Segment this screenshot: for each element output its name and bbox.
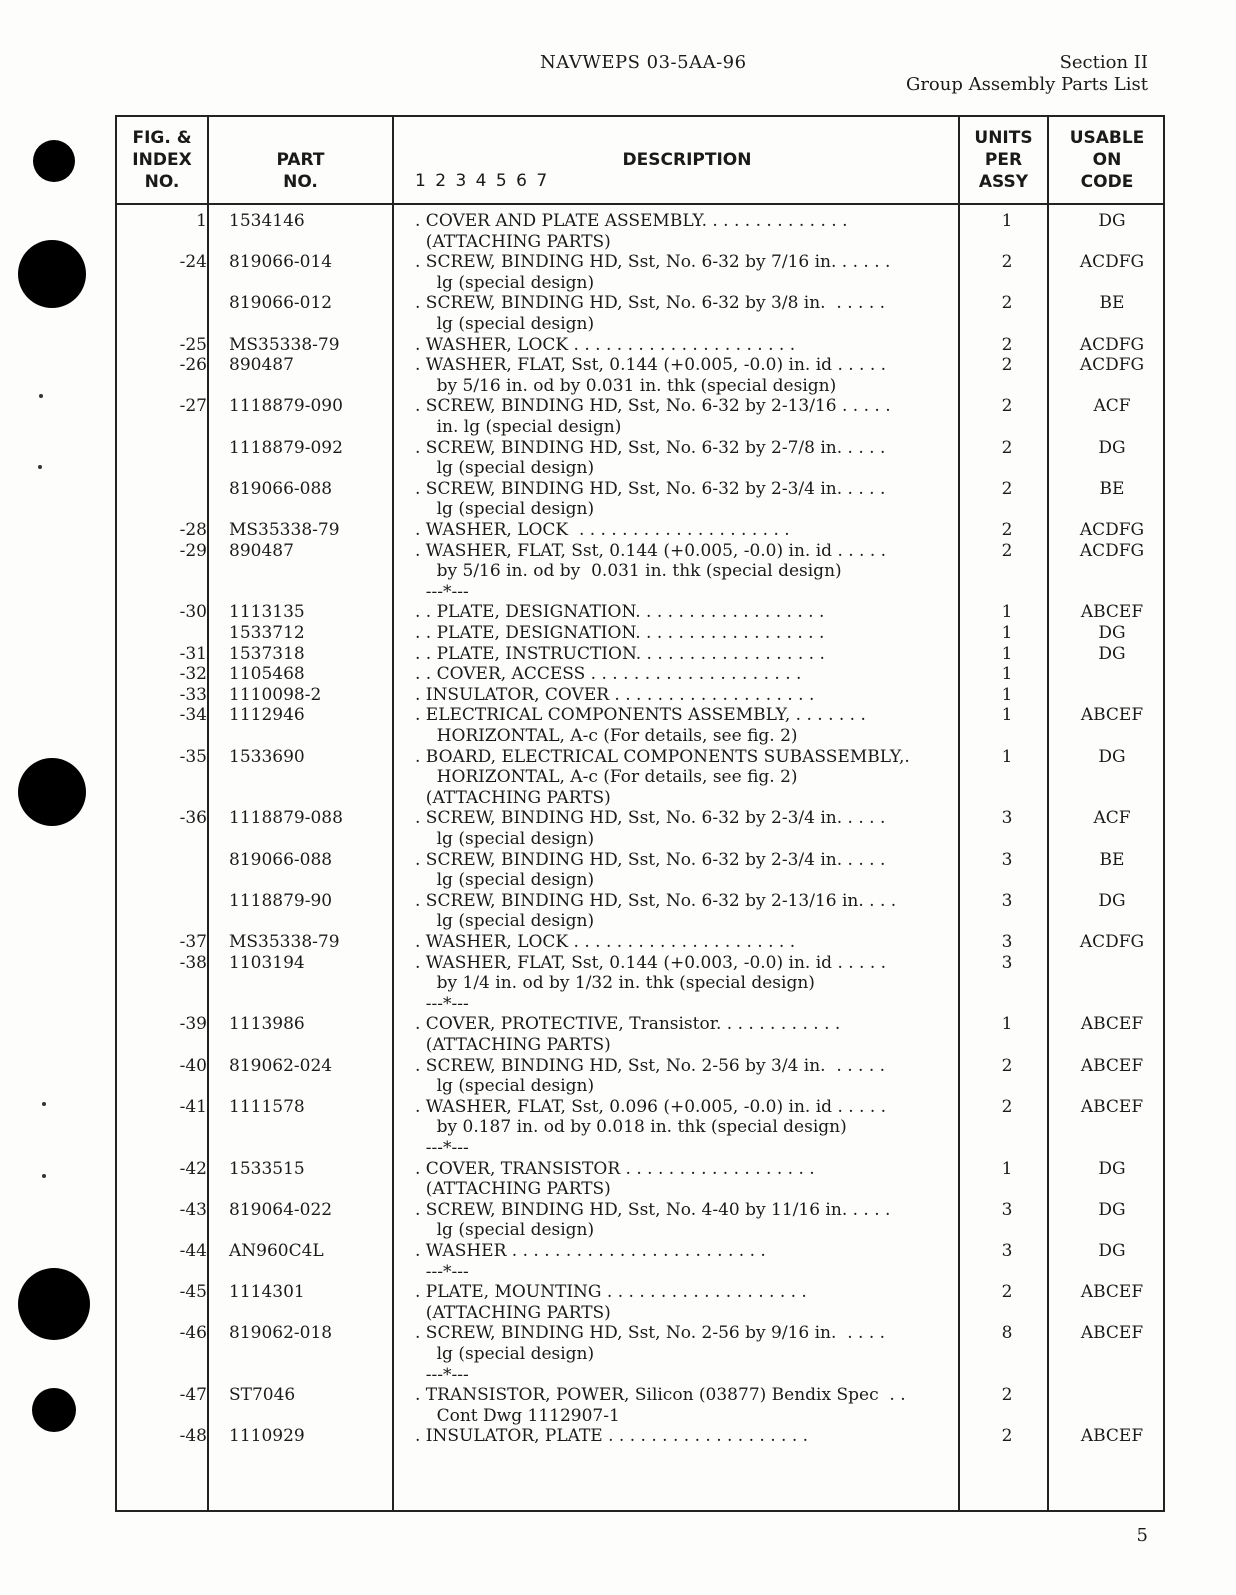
- usable-code-cell: BE: [1099, 478, 1125, 499]
- table-row: [117, 911, 1163, 932]
- part-number-cell: 819066-014: [229, 252, 333, 273]
- table-row: [117, 1323, 1163, 1344]
- units-cell: 2: [1001, 334, 1013, 355]
- part-number-cell: 1113986: [229, 1014, 305, 1035]
- part-number-cell: 890487: [229, 355, 294, 376]
- table-row: [117, 870, 1163, 891]
- table-row: [117, 1303, 1163, 1324]
- table-row: [117, 767, 1163, 788]
- header-line: PART: [276, 150, 325, 170]
- table-row: [117, 623, 1163, 644]
- description-cell: . SCREW, BINDING HD, Sst, No. 6-32 by 2-7/8 in. . . . .: [415, 437, 886, 458]
- units-cell: 8: [1001, 1323, 1013, 1344]
- description-cell: . SCREW, BINDING HD, Sst, No. 6-32 by 3/8 in. . . . . .: [415, 293, 886, 314]
- description-cell: . ELECTRICAL COMPONENTS ASSEMBLY, . . . . . . .: [415, 705, 866, 726]
- units-cell: 1: [1001, 684, 1013, 705]
- part-no-header: [209, 149, 392, 193]
- part-number-cell: 819062-018: [229, 1323, 333, 1344]
- part-number-cell: 1533515: [229, 1158, 305, 1179]
- table-row: [117, 1097, 1163, 1118]
- description-cell: HORIZONTAL, A-c (For details, see fig. 2): [415, 726, 798, 746]
- table-row: [117, 726, 1163, 747]
- index-cell: -32: [179, 664, 207, 685]
- units-cell: 2: [1001, 1385, 1013, 1406]
- description-cell: . WASHER, LOCK . . . . . . . . . . . . . . . . . . . . .: [415, 932, 796, 952]
- table-row: [117, 479, 1163, 500]
- description-cell: (ATTACHING PARTS): [415, 787, 611, 808]
- binder-hole: [33, 140, 75, 182]
- description-cell: (ATTACHING PARTS): [415, 231, 611, 252]
- table-row: [117, 685, 1163, 706]
- part-number-cell: 1103194: [229, 952, 305, 973]
- description-cell: lg (special design): [415, 272, 595, 293]
- part-number-cell: 819062-024: [229, 1055, 333, 1076]
- part-number-cell: MS35338-79: [229, 520, 340, 540]
- units-cell: 3: [1001, 849, 1013, 870]
- part-number-cell: 1113135: [229, 602, 305, 623]
- index-cell: -35: [179, 746, 207, 767]
- part-number-cell: 1118879-90: [229, 890, 333, 911]
- description-cell: ---*---: [415, 1364, 469, 1385]
- part-number-cell: 890487: [229, 540, 294, 561]
- description-cell: . WASHER, FLAT, Sst, 0.144 (+0.005, -0.0) in. id . . . . .: [415, 540, 887, 561]
- description-cell: . WASHER, FLAT, Sst, 0.144 (+0.003, -0.0) in. id . . . . .: [415, 952, 887, 973]
- usable-on-code-header: [1049, 127, 1165, 193]
- units-cell: 1: [1001, 705, 1013, 726]
- index-cell: -34: [179, 705, 207, 726]
- description-cell: lg (special design): [415, 870, 595, 891]
- index-cell: -48: [179, 1426, 207, 1447]
- usable-code-cell: ABCEF: [1080, 705, 1144, 726]
- header-line: NO.: [283, 172, 318, 192]
- table-row: [117, 1344, 1163, 1365]
- description-cell: . WASHER, FLAT, Sst, 0.096 (+0.005, -0.0) in. id . . . . .: [415, 1096, 887, 1117]
- table-row: [117, 994, 1163, 1015]
- description-cell: . SCREW, BINDING HD, Sst, No. 4-40 by 11/16 in. . . . .: [415, 1199, 891, 1220]
- header-line: INDEX: [132, 150, 192, 170]
- header-divider: [117, 203, 1163, 205]
- description-cell: . . PLATE, DESIGNATION. . . . . . . . . . . . . . . . . .: [415, 623, 825, 643]
- table-row: [117, 1220, 1163, 1241]
- description-cell: ---*---: [415, 993, 469, 1014]
- description-cell: by 5/16 in. od by 0.031 in. thk (special design): [415, 375, 837, 396]
- part-number-cell: 1537318: [229, 643, 305, 664]
- units-cell: 3: [1001, 808, 1013, 829]
- units-cell: 1: [1001, 664, 1013, 685]
- index-cell: -30: [179, 602, 207, 623]
- description-cell: . WASHER, LOCK . . . . . . . . . . . . . . . . . . . .: [415, 520, 790, 540]
- table-row: [117, 1262, 1163, 1283]
- table-row: [117, 1076, 1163, 1097]
- table-row: [117, 1035, 1163, 1056]
- table-row: [117, 953, 1163, 974]
- index-cell: -38: [179, 952, 207, 973]
- units-cell: 3: [1001, 932, 1013, 952]
- units-cell: 2: [1001, 1096, 1013, 1117]
- index-cell: -40: [179, 1055, 207, 1076]
- description-cell: HORIZONTAL, A-c (For details, see fig. 2): [415, 767, 798, 788]
- description-cell: . . PLATE, INSTRUCTION. . . . . . . . . . . . . . . . . .: [415, 643, 825, 664]
- description-cell: . WASHER . . . . . . . . . . . . . . . . . . . . . . . .: [415, 1241, 766, 1261]
- units-cell: 1: [1001, 746, 1013, 767]
- section-title: Group Assembly Parts List: [905, 74, 1148, 95]
- table-row: [117, 1159, 1163, 1180]
- index-cell: -47: [179, 1385, 207, 1406]
- table-row: [117, 747, 1163, 768]
- table-row: [117, 211, 1163, 232]
- description-cell: . SCREW, BINDING HD, Sst, No. 2-56 by 9/16 in. . . . .: [415, 1323, 886, 1344]
- units-cell: 2: [1001, 252, 1013, 273]
- units-cell: 2: [1001, 437, 1013, 458]
- part-number-cell: 819066-088: [229, 849, 333, 870]
- usable-code-cell: DG: [1098, 746, 1126, 767]
- usable-code-cell: ACDFG: [1079, 355, 1145, 376]
- table-row: [117, 582, 1163, 603]
- description-cell: . INSULATOR, PLATE . . . . . . . . . . . . . . . . . . .: [415, 1426, 809, 1447]
- table-row: [117, 355, 1163, 376]
- usable-code-cell: BE: [1099, 293, 1125, 314]
- speck: [38, 465, 42, 469]
- index-cell: -31: [179, 643, 207, 664]
- table-row: [117, 705, 1163, 726]
- description-cell: by 5/16 in. od by 0.031 in. thk (special design): [415, 561, 842, 582]
- table-row: [117, 1365, 1163, 1386]
- speck: [42, 1102, 46, 1106]
- usable-code-cell: ABCEF: [1080, 602, 1144, 623]
- header-line: CODE: [1080, 172, 1134, 192]
- part-number-cell: 1105468: [229, 664, 305, 685]
- index-cell: -36: [179, 808, 207, 829]
- fig-index-header: [117, 127, 207, 193]
- usable-code-cell: ACDFG: [1079, 520, 1145, 540]
- table-row: [117, 561, 1163, 582]
- usable-code-cell: ACDFG: [1079, 932, 1145, 952]
- usable-code-cell: ABCEF: [1080, 1426, 1144, 1447]
- index-cell: -26: [179, 355, 207, 376]
- usable-code-cell: ACDFG: [1079, 334, 1145, 355]
- table-row: [117, 829, 1163, 850]
- usable-code-cell: ABCEF: [1080, 1096, 1144, 1117]
- usable-code-cell: DG: [1098, 211, 1126, 231]
- description-cell: . BOARD, ELECTRICAL COMPONENTS SUBASSEMBLY,.: [415, 746, 910, 767]
- units-cell: 1: [1001, 623, 1013, 643]
- description-header: DESCRIPTION: [622, 150, 752, 170]
- table-row: [117, 438, 1163, 459]
- header-line: ON: [1092, 150, 1122, 170]
- table-row: [117, 335, 1163, 356]
- header-line: USABLE: [1069, 128, 1145, 148]
- table-row: [117, 891, 1163, 912]
- units-cell: 1: [1001, 1014, 1013, 1035]
- section-heading: [906, 52, 1148, 96]
- part-number-cell: 1533712: [229, 623, 305, 643]
- units-cell: 2: [1001, 1282, 1013, 1303]
- description-cell: . WASHER, FLAT, Sst, 0.144 (+0.005, -0.0) in. id . . . . .: [415, 355, 887, 376]
- units-cell: 2: [1001, 355, 1013, 376]
- description-cell: lg (special design): [415, 829, 595, 849]
- table-row: [117, 1406, 1163, 1427]
- table-row: [117, 273, 1163, 294]
- description-cell: Cont Dwg 1112907-1: [415, 1405, 620, 1426]
- description-cell: . PLATE, MOUNTING . . . . . . . . . . . . . . . . . . .: [415, 1282, 807, 1303]
- units-cell: 1: [1001, 643, 1013, 664]
- description-cell: lg (special design): [415, 458, 595, 479]
- description-cell: (ATTACHING PARTS): [415, 1179, 611, 1200]
- binder-hole: [18, 1268, 90, 1340]
- indent-levels-header: 1 2 3 4 5 6 7: [415, 171, 550, 191]
- usable-code-cell: ACF: [1093, 808, 1131, 829]
- part-number-cell: 819066-012: [229, 293, 333, 314]
- table-row: [117, 293, 1163, 314]
- description-cell: lg (special design): [415, 1220, 595, 1241]
- units-cell: 3: [1001, 890, 1013, 911]
- units-cell: 1: [1001, 602, 1013, 623]
- index-cell: -25: [179, 334, 207, 355]
- units-cell: 2: [1001, 293, 1013, 314]
- index-cell: -42: [179, 1158, 207, 1179]
- units-cell: 3: [1001, 1241, 1013, 1261]
- description-cell: . SCREW, BINDING HD, Sst, No. 6-32 by 7/16 in. . . . . .: [415, 252, 891, 273]
- usable-code-cell: DG: [1098, 643, 1126, 664]
- description-cell: lg (special design): [415, 1344, 595, 1364]
- table-row: [117, 376, 1163, 397]
- index-cell: -37: [179, 932, 207, 952]
- part-number-cell: 819064-022: [229, 1199, 333, 1220]
- index-cell: -29: [179, 540, 207, 561]
- usable-code-cell: DG: [1098, 1158, 1126, 1179]
- index-cell: -27: [179, 396, 207, 417]
- description-cell: . SCREW, BINDING HD, Sst, No. 6-32 by 2-13/16 in. . . .: [415, 890, 897, 911]
- part-number-cell: 1110929: [229, 1426, 305, 1447]
- page-number: 5: [1136, 1525, 1148, 1546]
- table-row: [117, 1385, 1163, 1406]
- usable-code-cell: DG: [1098, 890, 1126, 911]
- part-number-cell: 1111578: [229, 1096, 305, 1117]
- table-row: [117, 1241, 1163, 1262]
- part-number-cell: AN960C4L: [229, 1241, 324, 1261]
- usable-code-cell: DG: [1098, 1241, 1126, 1261]
- part-number-cell: 1118879-090: [229, 396, 343, 417]
- document-number: NAVWEPS 03-5AA-96: [540, 52, 747, 73]
- index-cell: -43: [179, 1199, 207, 1220]
- part-number-cell: 1534146: [229, 211, 305, 231]
- units-cell: 1: [1001, 1158, 1013, 1179]
- description-cell: by 1/4 in. od by 1/32 in. thk (special design): [415, 973, 815, 994]
- description-cell: . SCREW, BINDING HD, Sst, No. 6-32 by 2-3/4 in. . . . .: [415, 849, 886, 870]
- description-cell: . COVER, PROTECTIVE, Transistor. . . . . . . . . . . .: [415, 1014, 841, 1035]
- index-cell: -45: [179, 1282, 207, 1303]
- index-cell: 1: [196, 211, 207, 231]
- index-cell: -41: [179, 1096, 207, 1117]
- table-row: [117, 520, 1163, 541]
- units-cell: 2: [1001, 540, 1013, 561]
- usable-code-cell: ABCEF: [1080, 1282, 1144, 1303]
- units-cell: 2: [1001, 1426, 1013, 1447]
- description-cell: . SCREW, BINDING HD, Sst, No. 6-32 by 2-3/4 in. . . . .: [415, 808, 886, 829]
- description-cell: (ATTACHING PARTS): [415, 1035, 611, 1055]
- units-cell: 2: [1001, 1055, 1013, 1076]
- description-cell: lg (special design): [415, 1076, 595, 1097]
- table-row: [117, 314, 1163, 335]
- header-line: UNITS: [974, 128, 1033, 148]
- table-row: [117, 499, 1163, 520]
- table-row: [117, 602, 1163, 623]
- index-cell: -24: [179, 252, 207, 273]
- header-line: PER: [984, 150, 1023, 170]
- description-cell: . WASHER, LOCK . . . . . . . . . . . . . . . . . . . . .: [415, 334, 796, 355]
- part-number-cell: MS35338-79: [229, 334, 340, 355]
- description-cell: lg (special design): [415, 911, 595, 932]
- table-row: [117, 644, 1163, 665]
- table-row: [117, 850, 1163, 871]
- usable-code-cell: ACDFG: [1079, 540, 1145, 561]
- table-row: [117, 664, 1163, 685]
- usable-code-cell: ACDFG: [1079, 252, 1145, 273]
- description-cell: by 0.187 in. od by 0.018 in. thk (special design): [415, 1117, 847, 1138]
- speck: [42, 1174, 46, 1178]
- part-number-cell: 1533690: [229, 746, 305, 767]
- usable-code-cell: ABCEF: [1080, 1014, 1144, 1035]
- index-cell: -46: [179, 1323, 207, 1344]
- table-row: [117, 252, 1163, 273]
- index-cell: -44: [179, 1241, 207, 1261]
- table-row: [117, 1282, 1163, 1303]
- description-cell: in. lg (special design): [415, 417, 622, 437]
- table-row: [117, 1138, 1163, 1159]
- usable-code-cell: BE: [1099, 849, 1125, 870]
- table-row: [117, 458, 1163, 479]
- table-row: [117, 1014, 1163, 1035]
- table-row: [117, 932, 1163, 953]
- description-cell: . SCREW, BINDING HD, Sst, No. 2-56 by 3/4 in. . . . . .: [415, 1055, 886, 1076]
- table-row: [117, 396, 1163, 417]
- units-cell: 2: [1001, 396, 1013, 417]
- part-number-cell: 819066-088: [229, 478, 333, 499]
- description-cell: ---*---: [415, 1138, 469, 1158]
- units-cell: 1: [1001, 211, 1013, 231]
- section-label: Section II: [1059, 52, 1148, 73]
- description-cell: . SCREW, BINDING HD, Sst, No. 6-32 by 2-3/4 in. . . . .: [415, 478, 886, 499]
- table-row: [117, 1179, 1163, 1200]
- table-row: [117, 973, 1163, 994]
- usable-code-cell: DG: [1098, 623, 1126, 643]
- description-cell: . COVER, TRANSISTOR . . . . . . . . . . . . . . . . . .: [415, 1158, 815, 1179]
- part-number-cell: MS35338-79: [229, 932, 340, 952]
- part-number-cell: 1110098-2: [229, 684, 322, 705]
- binder-hole: [18, 758, 86, 826]
- usable-code-cell: ACF: [1093, 396, 1131, 417]
- description-cell: . INSULATOR, COVER . . . . . . . . . . . . . . . . . . .: [415, 684, 815, 705]
- description-cell: lg (special design): [415, 499, 595, 520]
- usable-code-cell: ABCEF: [1080, 1323, 1144, 1344]
- units-per-assy-header: [960, 127, 1047, 193]
- table-row: [117, 1426, 1163, 1447]
- description-cell: . SCREW, BINDING HD, Sst, No. 6-32 by 2-13/16 . . . . .: [415, 396, 891, 417]
- description-cell: . . COVER, ACCESS . . . . . . . . . . . . . . . . . . . .: [415, 664, 802, 685]
- description-cell: . TRANSISTOR, POWER, Silicon (03877) Bendix Spec . .: [415, 1385, 906, 1406]
- index-cell: -39: [179, 1014, 207, 1035]
- usable-code-cell: ABCEF: [1080, 1055, 1144, 1076]
- description-cell: . . PLATE, DESIGNATION. . . . . . . . . . . . . . . . . .: [415, 602, 825, 623]
- units-cell: 2: [1001, 520, 1013, 540]
- units-cell: 3: [1001, 952, 1013, 973]
- parts-list-table: [115, 115, 1165, 1512]
- table-row: [117, 808, 1163, 829]
- table-row: [117, 1117, 1163, 1138]
- usable-code-cell: DG: [1098, 1199, 1126, 1220]
- table-row: [117, 232, 1163, 253]
- binder-hole: [32, 1388, 76, 1432]
- description-cell: ---*---: [415, 581, 469, 602]
- part-number-cell: 1114301: [229, 1282, 305, 1303]
- part-number-cell: 1118879-088: [229, 808, 343, 829]
- units-cell: 2: [1001, 478, 1013, 499]
- description-cell: (ATTACHING PARTS): [415, 1302, 611, 1323]
- part-number-cell: 1118879-092: [229, 437, 343, 458]
- header-line: ASSY: [978, 172, 1029, 192]
- index-cell: -28: [179, 520, 207, 540]
- header-line: FIG. &: [132, 128, 192, 148]
- part-number-cell: ST7046: [229, 1385, 296, 1406]
- table-row: [117, 1200, 1163, 1221]
- index-cell: -33: [179, 684, 207, 705]
- speck: [39, 394, 43, 398]
- table-row: [117, 1056, 1163, 1077]
- header-line: NO.: [144, 172, 180, 192]
- usable-code-cell: DG: [1098, 437, 1126, 458]
- table-row: [117, 541, 1163, 562]
- description-cell: lg (special design): [415, 314, 595, 334]
- description-cell: . COVER AND PLATE ASSEMBLY. . . . . . . . . . . . . .: [415, 211, 848, 231]
- description-cell: ---*---: [415, 1261, 469, 1282]
- part-number-cell: 1112946: [229, 705, 305, 726]
- units-cell: 3: [1001, 1199, 1013, 1220]
- table-row: [117, 417, 1163, 438]
- table-row: [117, 788, 1163, 809]
- binder-hole: [18, 240, 86, 308]
